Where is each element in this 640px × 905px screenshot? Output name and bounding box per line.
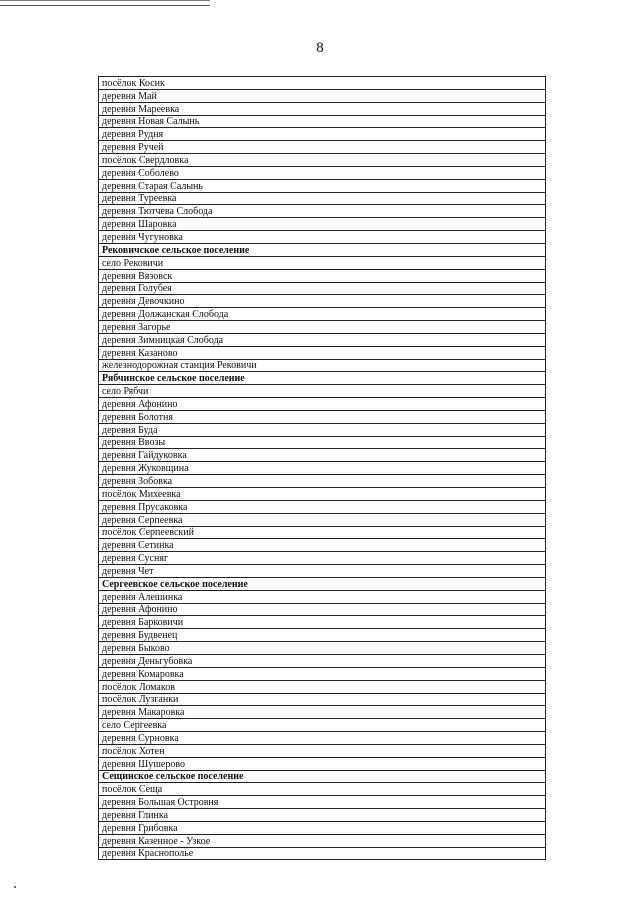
- table-row: [99, 680, 546, 693]
- table-row: [99, 834, 546, 847]
- table-row: [99, 346, 546, 359]
- table-row: [99, 744, 546, 757]
- settlement-name-cell: деревня Соболево: [99, 166, 546, 179]
- settlement-name-cell: деревня Прусаковка: [99, 500, 546, 513]
- table-row: [99, 128, 546, 141]
- settlement-name-cell: деревня Болотня: [99, 410, 546, 423]
- table-row: [99, 282, 546, 295]
- table-row: [99, 192, 546, 205]
- table-row: [99, 359, 546, 372]
- settlement-table-body: [99, 77, 546, 860]
- table-row: [99, 796, 546, 809]
- table-row: [99, 295, 546, 308]
- table-row: [99, 475, 546, 488]
- settlement-name-cell: деревня Барковичи: [99, 616, 546, 629]
- table-row: [99, 500, 546, 513]
- settlement-name-cell: деревня Ввозы: [99, 436, 546, 449]
- table-row: [99, 308, 546, 321]
- table-row: [99, 102, 546, 115]
- settlement-name-cell: посёлок Серпеевский: [99, 526, 546, 539]
- page-number: 8: [316, 40, 324, 56]
- table-row: [99, 436, 546, 449]
- table-row: [99, 732, 546, 745]
- table-row: [99, 603, 546, 616]
- settlement-name-cell: деревня Голубея: [99, 282, 546, 295]
- settlement-name-cell: деревня Тютчева Слобода: [99, 205, 546, 218]
- settlement-name-cell: деревня Чет: [99, 565, 546, 578]
- table-row: [99, 821, 546, 834]
- settlement-name-cell: деревня Туреевка: [99, 192, 546, 205]
- table-row: [99, 269, 546, 282]
- table-row: [99, 565, 546, 578]
- table-row: [99, 115, 546, 128]
- settlement-name-cell: посёлок Хотен: [99, 744, 546, 757]
- table-row: [99, 449, 546, 462]
- table-row: [99, 256, 546, 269]
- settlement-name-cell: деревня Девочкино: [99, 295, 546, 308]
- table-row: [99, 783, 546, 796]
- settlement-name-cell: деревня Казаново: [99, 346, 546, 359]
- settlement-name-cell: деревня Зобовка: [99, 475, 546, 488]
- table-row: [99, 513, 546, 526]
- settlement-name-cell: деревня Рудня: [99, 128, 546, 141]
- settlement-name-cell: деревня Шаровка: [99, 218, 546, 231]
- settlement-name-cell: деревня Быково: [99, 642, 546, 655]
- settlement-name-cell: деревня Краснополье: [99, 847, 546, 860]
- table-row: [99, 89, 546, 102]
- table-row: [99, 231, 546, 244]
- table-row: [99, 654, 546, 667]
- settlement-table: [98, 76, 546, 860]
- table-row: [99, 539, 546, 552]
- table-row: [99, 667, 546, 680]
- settlement-name-cell: деревня Вязовск: [99, 269, 546, 282]
- table-row: [99, 757, 546, 770]
- settlement-name-cell: деревня Гайдуковка: [99, 449, 546, 462]
- table-row: [99, 333, 546, 346]
- table-row: [99, 847, 546, 860]
- table-row: [99, 154, 546, 167]
- settlement-name-cell: деревня Большая Островня: [99, 796, 546, 809]
- settlement-name-cell: деревня Афонино: [99, 603, 546, 616]
- table-row: [99, 218, 546, 231]
- settlement-name-cell: деревня Сурновка: [99, 732, 546, 745]
- settlement-name-cell: деревня Глинка: [99, 809, 546, 822]
- section-header-cell: Рябчинское сельское поселение: [99, 372, 546, 385]
- settlement-name-cell: посёлок Ломаков: [99, 680, 546, 693]
- settlement-name-cell: деревня Будвенец: [99, 629, 546, 642]
- section-header-cell: Сещинское сельское поселение: [99, 770, 546, 783]
- section-header-row: [99, 372, 546, 385]
- settlement-name-cell: деревня Ручей: [99, 141, 546, 154]
- settlement-name-cell: посёлок Косик: [99, 77, 546, 90]
- table-row: [99, 462, 546, 475]
- table-row: [99, 77, 546, 90]
- settlement-name-cell: деревня Серпеевка: [99, 513, 546, 526]
- settlement-name-cell: село Рековичи: [99, 256, 546, 269]
- section-header-row: [99, 770, 546, 783]
- table-row: [99, 205, 546, 218]
- table-row: [99, 590, 546, 603]
- settlement-name-cell: деревня Деньгубовка: [99, 654, 546, 667]
- settlement-name-cell: посёлок Сеща: [99, 783, 546, 796]
- section-header-row: [99, 577, 546, 590]
- table-row: [99, 410, 546, 423]
- settlement-name-cell: деревня Должанская Слобода: [99, 308, 546, 321]
- settlement-name-cell: деревня Новая Салынь: [99, 115, 546, 128]
- settlement-name-cell: деревня Грибовка: [99, 821, 546, 834]
- settlement-name-cell: деревня Чугуновка: [99, 231, 546, 244]
- settlement-name-cell: деревня Комаровка: [99, 667, 546, 680]
- table-row: [99, 398, 546, 411]
- settlement-name-cell: железнодорожная станция Рековичи: [99, 359, 546, 372]
- table-row: [99, 141, 546, 154]
- table-row: [99, 629, 546, 642]
- table-row: [99, 423, 546, 436]
- table-row: [99, 616, 546, 629]
- scan-dot: [14, 886, 16, 888]
- table-row: [99, 706, 546, 719]
- table-row: [99, 552, 546, 565]
- table-row: [99, 488, 546, 501]
- table-row: [99, 321, 546, 334]
- settlement-name-cell: деревня Зимницкая Слобода: [99, 333, 546, 346]
- section-header-cell: Рековичское сельское поселение: [99, 243, 546, 256]
- settlement-name-cell: деревня Сетинка: [99, 539, 546, 552]
- settlement-name-cell: деревня Шушерово: [99, 757, 546, 770]
- table-row: [99, 179, 546, 192]
- settlement-name-cell: деревня Афонино: [99, 398, 546, 411]
- settlement-name-cell: село Рябчи: [99, 385, 546, 398]
- table-row: [99, 642, 546, 655]
- table-row: [99, 385, 546, 398]
- settlement-name-cell: деревня Макаровка: [99, 706, 546, 719]
- settlement-name-cell: деревня Старая Салынь: [99, 179, 546, 192]
- settlement-name-cell: посёлок Михеевка: [99, 488, 546, 501]
- settlement-name-cell: деревня Алешинка: [99, 590, 546, 603]
- table-row: [99, 693, 546, 706]
- settlement-name-cell: посёлок Свердловка: [99, 154, 546, 167]
- settlement-name-cell: деревня Буда: [99, 423, 546, 436]
- section-header-cell: Сергеевское сельское поселение: [99, 577, 546, 590]
- top-border-rule: [0, 0, 210, 6]
- settlement-name-cell: село Сергеевка: [99, 719, 546, 732]
- settlement-name-cell: деревня Жуковщина: [99, 462, 546, 475]
- settlement-name-cell: деревня Загорье: [99, 321, 546, 334]
- settlement-name-cell: посёлок Лузганки: [99, 693, 546, 706]
- table-row: [99, 809, 546, 822]
- settlement-name-cell: деревня Казенное - Узкое: [99, 834, 546, 847]
- settlement-name-cell: деревня Мареевка: [99, 102, 546, 115]
- settlement-name-cell: деревня Май: [99, 89, 546, 102]
- table-row: [99, 719, 546, 732]
- table-row: [99, 526, 546, 539]
- settlement-name-cell: деревня Сусняг: [99, 552, 546, 565]
- section-header-row: [99, 243, 546, 256]
- table-row: [99, 166, 546, 179]
